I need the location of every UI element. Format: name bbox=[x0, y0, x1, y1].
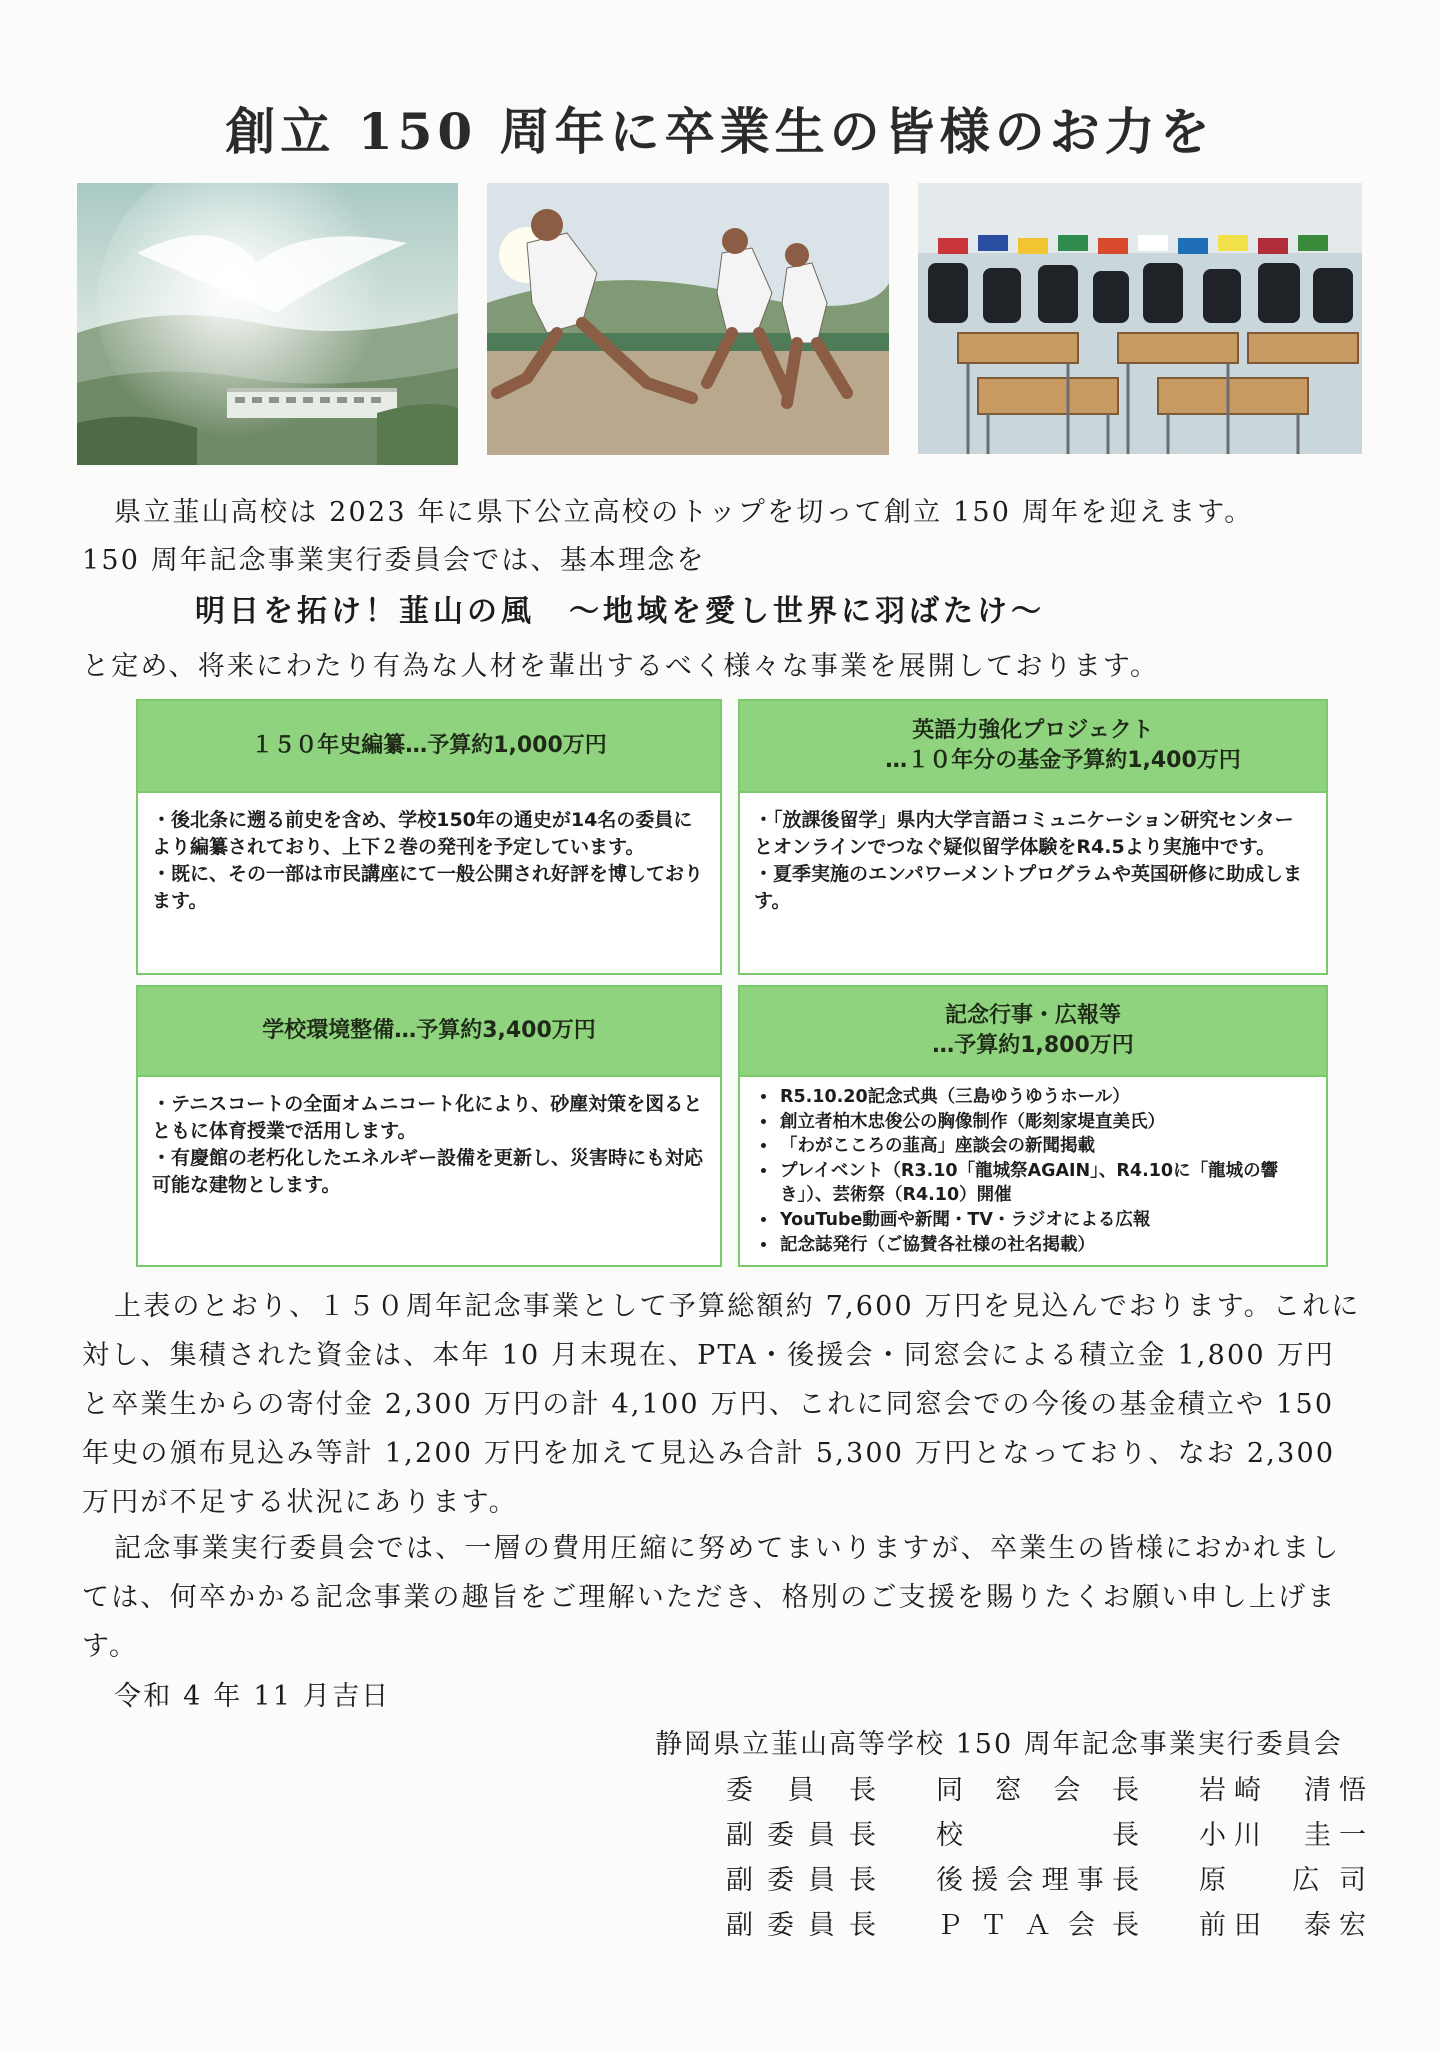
environment-project-text-1: ・テニスコートの全面オムニコート化により、砂塵対策を図るとともに体育授業で活用します。 bbox=[152, 1093, 703, 1142]
motto: 明日を拓け！韮山の風 ～地域を愛し世界に羽ばたけ～ bbox=[195, 594, 1045, 629]
english-project-text-2: ・夏季実施のエンパワーメントプログラムや英国研修に助成します。 bbox=[754, 863, 1302, 912]
member-position: 校長 bbox=[936, 1820, 1139, 1851]
member-role: 副委員長 bbox=[726, 1865, 876, 1896]
member-position: 同窓会長 bbox=[936, 1775, 1139, 1806]
budget-paragraph: 上表のとおり、１５０周年記念事業として予算総額約 7,600 万円を見込んでおります。これに対し、集積された資金は、本年 10 月末現在、PTA・後援会・同窓会による積立金 1,800 万円と卒業生からの寄付金 2,300 万円の計 4,100 万円、これに同窓会での今後の基金積立や 150 年史の頒布見込み等計 1,200 万円を加えて見込み合計 5,300 万円となっており、なお 2,300 万円が不足する状況にあります。 bbox=[82, 1291, 1361, 1518]
history-project-box bbox=[136, 699, 722, 975]
english-project-body bbox=[740, 793, 1326, 929]
issue-date: 令和 4 年 11 月吉日 bbox=[114, 1681, 391, 1712]
member-position: ＰＴＡ会長 bbox=[936, 1910, 1139, 1941]
students-running-photo bbox=[487, 183, 889, 455]
english-project-budget: …１０年分の基金予算約1,400万円 bbox=[885, 748, 1241, 773]
events-item: • 記念誌発行（ご協賛各社様の社名掲載） bbox=[778, 1233, 1312, 1258]
page-title: 創立 150 周年に卒業生の皆様のお力を bbox=[225, 102, 1215, 161]
events-project-title: 記念行事・広報等 bbox=[944, 1003, 1121, 1028]
school-building-photo bbox=[77, 183, 458, 465]
english-project-box bbox=[738, 699, 1328, 975]
intro-line-2: 150 周年記念事業実行委員会では、基本理念を bbox=[82, 545, 706, 576]
member-row bbox=[726, 1903, 1366, 1947]
member-name: 原 広司 bbox=[1199, 1865, 1366, 1896]
english-project-header bbox=[740, 701, 1326, 793]
member-row bbox=[726, 1768, 1366, 1812]
events-item: • 創立者柏木忠俊公の胸像制作（彫刻家堤直美氏） bbox=[778, 1110, 1312, 1135]
history-project-text-1: ・後北条に遡る前史を含め、学校150年の通史が14名の委員により編纂されており、上下２巻の発刊を予定しています。 bbox=[152, 809, 693, 858]
events-project-body bbox=[740, 1077, 1326, 1265]
committee-name: 静岡県立韮山高等学校 150 周年記念事業実行委員会 bbox=[655, 1729, 1343, 1760]
english-project-text-1: ・「放課後留学」県内大学言語コミュニケーション研究センターとオンラインでつなぐ疑似留学体験をR4.5より実施中です。 bbox=[754, 809, 1294, 858]
member-row bbox=[726, 1813, 1366, 1857]
history-project-body bbox=[138, 793, 720, 929]
environment-project-text-2: ・有慶館の老朽化したエネルギー設備を更新し、災害時にも対応可能な建物とします。 bbox=[152, 1147, 704, 1196]
events-project-box bbox=[738, 985, 1328, 1267]
classroom-photo bbox=[918, 183, 1362, 454]
history-project-header: １５０年史編纂…予算約1,000万円 bbox=[138, 701, 720, 793]
environment-project-header: 学校環境整備…予算約3,400万円 bbox=[138, 987, 720, 1077]
events-item: • R5.10.20記念式典（三島ゆうゆうホール） bbox=[778, 1085, 1312, 1110]
environment-project-body bbox=[138, 1077, 720, 1213]
events-item: • YouTube動画や新聞・TV・ラジオによる広報 bbox=[778, 1208, 1312, 1233]
member-name: 前田 泰宏 bbox=[1199, 1910, 1366, 1941]
events-item: • 「わがこころの韮高」座談会の新聞掲載 bbox=[778, 1134, 1312, 1159]
environment-project-box bbox=[136, 985, 722, 1267]
history-project-text-2: ・既に、その一部は市民講座にて一般公開され好評を博しております。 bbox=[152, 863, 704, 912]
member-row bbox=[726, 1858, 1366, 1902]
events-item: • プレイベント（R3.10「龍城祭AGAIN」、R4.10に「龍城の響き」）、芸術祭（R4.10）開催 bbox=[778, 1159, 1312, 1208]
member-role: 委員長 bbox=[726, 1775, 876, 1806]
intro-line-3: と定め、将来にわたり有為な人材を輩出するべく様々な事業を展開しております。 bbox=[82, 651, 1160, 682]
member-position: 後援会理事長 bbox=[936, 1865, 1139, 1896]
member-role: 副委員長 bbox=[726, 1910, 876, 1941]
member-name: 岩崎 清悟 bbox=[1199, 1775, 1366, 1806]
events-project-budget: …予算約1,800万円 bbox=[932, 1033, 1134, 1058]
english-project-title: 英語力強化プロジェクト bbox=[912, 718, 1154, 743]
member-name: 小川 圭一 bbox=[1199, 1820, 1366, 1851]
intro-line-1: 県立韮山高校は 2023 年に県下公立高校のトップを切って創立 150 周年を迎えます。 bbox=[114, 497, 1254, 528]
events-project-header bbox=[740, 987, 1326, 1077]
request-paragraph: 記念事業実行委員会では、一層の費用圧縮に努めてまいりますが、卒業生の皆様におかれましては、何卒かかる記念事業の趣旨をご理解いただき、格別のご支援を賜りたくお願い申し上げます。 bbox=[82, 1533, 1341, 1662]
member-role: 副委員長 bbox=[726, 1820, 876, 1851]
